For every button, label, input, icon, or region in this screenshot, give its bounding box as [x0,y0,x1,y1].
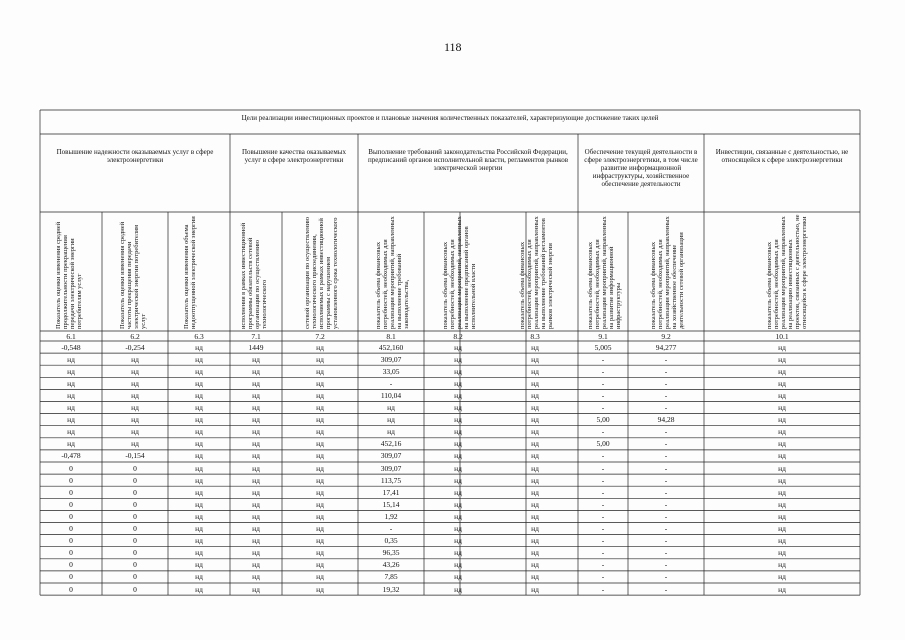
group-header: Обеспечение текущей деятельности в сфере электроэнергетики, в том числе развитие информационной инфраструктуры, хозяйственное обеспечение деятельности [584,148,698,188]
table-cell: -0,254 [125,342,145,352]
table-cell: 0 [69,475,73,485]
table-cell: - [389,524,393,533]
table-cell: - [664,475,668,485]
table-cell: 0 [69,524,73,533]
table-cell: нд [454,354,462,364]
table-cell: нд [67,427,75,437]
table-cell: 309,07 [380,463,402,473]
table-cell: нд [131,378,139,388]
table-cell: - [664,499,668,509]
table-cell: нд [252,572,260,582]
table-cell: 0 [133,524,137,533]
table-cell: нд [778,390,786,400]
table-title: Цели реализации инвестиционных проектов и плановые значения количественных показателей, характеризующие достижение таких целей [241,114,659,122]
table-cell: нд [454,572,462,582]
table-cell: 0 [133,560,137,570]
table-cell: нд [195,354,203,364]
column-number: 9.2 [661,332,671,341]
table-cell: нд [195,390,203,400]
table-cell: нд [778,451,786,461]
table-cell: 0 [69,560,73,570]
table-cell: нд [454,499,462,509]
table-cell: нд [316,511,324,521]
table-cell: нд [454,390,462,400]
column-number: 7.1 [251,332,261,341]
table-cell: нд [316,415,324,425]
table-cell: нд [531,548,539,558]
table-cell: нд [316,451,324,461]
table-cell: нд [195,524,203,533]
group-header: Повышение надежности оказываемых услуг в сфере электроэнергетики [56,148,214,164]
table-cell: нд [195,378,203,388]
table-cell: нд [316,499,324,509]
table-cell: нд [67,415,75,425]
table-cell: нд [531,487,539,497]
table-cell: нд [316,427,324,437]
table-cell: 0 [69,536,73,546]
table-cell: нд [316,378,324,388]
table-cell: - [664,560,668,570]
table-cell: 0,35 [384,536,398,546]
table-cell: - [601,487,605,497]
table-cell: нд [195,560,203,570]
table-cell: - [601,378,605,388]
table-cell: нд [531,560,539,570]
table-cell: нд [316,366,324,376]
table-cell: нд [316,354,324,364]
table-cell: нд [316,548,324,558]
table-cell: нд [67,378,75,388]
table-cell: нд [454,342,462,352]
table-cell: - [601,390,605,400]
table-cell: 113,75 [380,475,402,485]
table-cell: нд [252,524,260,533]
table-cell: нд [778,524,786,533]
table-cell: - [601,463,605,473]
table-cell: 0 [133,475,137,485]
table-cell: нд [195,463,203,473]
table-cell: нд [778,475,786,485]
table-cell: нд [531,463,539,473]
group-header: Инвестиции, связанные с деятельностью, не относящейся к сфере электроэнергетики [715,148,849,164]
table-cell: 0 [133,572,137,582]
table-cell: 452,16 [380,439,402,449]
table-cell: -0,548 [61,342,81,352]
table-cell: - [664,524,668,533]
table-cell: нд [316,390,324,400]
table-cell: нд [778,499,786,509]
table-cell: нд [252,560,260,570]
column-header: Показатель оценки изменения объема недоотпущенной электрической энергии [183,216,197,329]
table-cell: нд [531,475,539,485]
table-cell: нд [531,572,539,582]
table-cell: нд [67,439,75,449]
table-cell: нд [454,378,462,388]
table-cell: нд [316,584,324,594]
table-cell: нд [316,487,324,497]
table-cell: 0 [69,584,73,594]
table-cell: нд [252,427,260,437]
table-cell: - [601,451,605,461]
table-cell: 1,92 [384,511,398,521]
table-cell: - [601,475,605,485]
table-cell: нд [195,536,203,546]
group-header: Выполнение требований законодательства Российской Федерации, предписаний органов исполнительной власти, регламентов рынков электрической энергии [367,148,569,172]
table-cell: нд [195,475,203,485]
table-cell: нд [454,439,462,449]
table-cell: нд [67,390,75,400]
column-header: исполнения в рамках инвестиционной программы обязательств сетевой организации по осуществлению технологического [240,222,268,329]
table-cell: - [601,572,605,582]
table-cell: нд [131,390,139,400]
table-cell: 0 [133,499,137,509]
table-cell: нд [252,499,260,509]
table-cell: нд [316,572,324,582]
table-cell: нд [131,415,139,425]
table-cell: нд [131,439,139,449]
table-cell: нд [454,511,462,521]
table-cell: нд [252,475,260,485]
table-cell: нд [131,354,139,364]
table-cell: 0 [133,487,137,497]
table-cell: - [664,366,668,376]
table-cell: нд [778,378,786,388]
table-cell: нд [252,511,260,521]
table-cell: 0 [69,548,73,558]
table-cell: нд [252,390,260,400]
table-cell: нд [454,524,462,533]
table-cell: нд [454,584,462,594]
column-number: 6.3 [194,332,204,341]
table-cell: нд [778,572,786,582]
table-cell: - [664,548,668,558]
table-cell: нд [316,560,324,570]
table-cell: нд [531,427,539,437]
table-cell: нд [454,403,462,412]
table-cell: нд [454,427,462,437]
table-cell: -0,478 [61,451,81,461]
table-cell: - [601,536,605,546]
table-cell: нд [316,463,324,473]
table-cell: - [664,451,668,461]
table-cell: нд [531,439,539,449]
table-cell: нд [454,548,462,558]
table-cell: нд [195,451,203,461]
table-cell: нд [195,499,203,509]
table-cell: - [601,584,605,594]
table-cell: - [664,439,668,449]
table-cell: нд [316,524,324,533]
column-number: 8.3 [530,332,540,341]
table-cell: - [664,403,668,412]
table-cell: нд [131,366,139,376]
table-cell: 110,04 [380,390,402,400]
table-cell: нд [454,536,462,546]
table-cell: нд [195,511,203,521]
table-cell: нд [195,439,203,449]
column-header: показатель объема финансовых потребностей, необходимых для реализации мероприятий, направленных на выполнение требований законодательства, [375,216,410,329]
table-cell: нд [252,403,260,412]
column-header: показатель объема финансовых потребностей, необходимых для реализации мероприятий, направленных на выполнение требований регламентов рынков электрической энергии [519,216,554,329]
table-cell: нд [454,451,462,461]
table-cell: 0 [69,511,73,521]
table-cell: - [664,390,668,400]
table-cell: нд [195,427,203,437]
table-cell: 0 [133,584,137,594]
table-cell: - [664,463,668,473]
table-cell: 5,00 [596,439,610,449]
table-cell: нд [195,403,203,412]
table-cell: - [601,403,605,412]
table-cell: - [664,584,668,594]
table-cell: нд [316,342,324,352]
table-cell: 5,00 [596,415,610,425]
table-cell: - [664,487,668,497]
column-header: показатель объема финансовых потребностей, необходимых для реализации мероприятий, направленных на развитие информационной инфраструктуры [587,216,622,329]
table-cell: нд [252,536,260,546]
table-cell: нд [67,366,75,376]
table-cell: 0 [69,487,73,497]
table-cell: нд [778,439,786,449]
table-cell: нд [387,403,395,412]
table-cell: нд [778,511,786,521]
table-cell: нд [531,378,539,388]
table-cell: нд [531,354,539,364]
table-cell: 0 [133,511,137,521]
column-header: показатель объема финансовых потребностей, необходимых для реализации мероприятий, направленных на выполнение предписаний органов исполнительной власти [442,216,477,329]
table-cell: нд [531,499,539,509]
table-cell: нд [195,415,203,425]
table-cell: 0 [69,499,73,509]
table-cell: нд [778,487,786,497]
table-cell: нд [778,548,786,558]
table-cell: 33,05 [382,366,400,376]
column-header: показатель объема финансовых потребностей, необходимых для реализации мероприятий, направленных на хозяйственное обеспечение деятельности сетевой организации [650,216,685,329]
table-cell: - [601,499,605,509]
table-cell: нд [454,560,462,570]
table-cell: - [601,354,605,364]
table-cell: нд [316,475,324,485]
table-cell: нд [252,366,260,376]
table-cell: нд [454,463,462,473]
table-cell: 5,005 [594,342,612,352]
table-cell: - [389,378,393,388]
table-cell: нд [252,487,260,497]
table-cell: 0 [133,548,137,558]
column-header: Показатель оценки изменения средней продолжительности прекращения передачи электрической энергии потребителям услуг [55,221,83,329]
column-number: 8.2 [453,332,463,341]
table-cell: нд [531,366,539,376]
column-number: 7.2 [315,332,325,341]
table-cell: нд [778,366,786,376]
table-cell: нд [531,584,539,594]
column-number: 8.1 [386,332,396,341]
column-number: 6.2 [130,332,140,341]
table-cell: нд [195,548,203,558]
table-cell: нд [531,415,539,425]
table-cell: нд [252,439,260,449]
table-cell: нд [531,536,539,546]
table-cell: нд [454,475,462,485]
table-cell: нд [531,342,539,352]
table-cell: нд [252,354,260,364]
table-cell: нд [531,524,539,533]
table-cell: 452,160 [378,342,404,352]
column-number: 10.1 [775,332,789,341]
table-cell: нд [252,415,260,425]
table-cell: 17,41 [382,487,400,497]
table-cell: - [664,378,668,388]
table-cell: нд [316,536,324,546]
table-cell: 43,26 [382,560,400,570]
table-cell: нд [454,415,462,425]
table-cell: нд [131,403,139,412]
table-cell: нд [252,378,260,388]
table-cell: нд [531,403,539,412]
group-header: Повышение качества оказываемых услуг в сфере электроэнергетики [242,148,346,164]
table-cell: 7,85 [384,572,398,582]
table-cell: 0 [69,463,73,473]
table-cell: нд [778,560,786,570]
table-cell: нд [387,415,395,425]
table-cell: - [601,427,605,437]
column-number: 6.1 [66,332,76,341]
table-cell: - [664,427,668,437]
table-cell: нд [316,403,324,412]
table-cell: - [664,354,668,364]
table-cell: нд [778,403,786,412]
table-cell: нд [531,390,539,400]
table-cell: нд [252,584,260,594]
table-cell: нд [778,536,786,546]
table-cell: нд [531,451,539,461]
table-cell: - [601,366,605,376]
table-cell: нд [195,342,203,352]
table-cell: 19,32 [382,584,400,594]
table-cell: 94,28 [657,415,675,425]
table-cell: нд [778,415,786,425]
table-cell: нд [195,572,203,582]
table-cell: нд [195,366,203,376]
column-header: сетевой организации по осуществлению технологического присоединения, исполняемых в рамках инвестиционной программы с нарушением установленного срока технологического [304,217,339,329]
table-cell: нд [454,366,462,376]
table-cell: 1449 [248,342,264,352]
table-cell: нд [252,451,260,461]
table-cell: - [664,572,668,582]
table-cell: 0 [133,463,137,473]
investment-table [40,110,860,610]
table-cell: - [601,524,605,533]
table-cell: 94,277 [655,342,677,352]
table-cell: нд [778,584,786,594]
table-cell: нд [195,487,203,497]
table-cell: нд [454,487,462,497]
table-cell: -0,154 [125,451,145,461]
table-cell: - [664,536,668,546]
column-header: Показатель оценки изменения средней частоты прекращения передачи электрической энергии потребителям услуг [119,221,147,329]
table-cell: нд [67,403,75,412]
table-cell: нд [778,342,786,352]
table-cell: 309,07 [380,354,402,364]
table-cell: - [601,560,605,570]
table-cell: нд [252,548,260,558]
table-cell: нд [778,354,786,364]
table-cell: нд [778,463,786,473]
table-cell: 15,14 [382,499,400,509]
table-cell: 0 [133,536,137,546]
table-cell: нд [252,463,260,473]
column-header: показатель объема финансовых потребностей, необходимых для реализации мероприятий, направленных на реализацию инвестиционных проектов, связанных с деятельностью, не относящейся к сфере электроэнергетики [766,214,808,329]
table-cell: - [601,548,605,558]
column-number: 9.1 [598,332,608,341]
table-cell: 96,35 [382,548,400,558]
table-cell: - [664,511,668,521]
table-cell: нд [778,427,786,437]
table-cell: нд [316,439,324,449]
table-cell: 0 [69,572,73,582]
table-cell: нд [531,511,539,521]
table-cell: нд [67,354,75,364]
table-cell: нд [131,427,139,437]
table-cell: 309,07 [380,451,402,461]
table-cell: - [601,511,605,521]
table-cell: нд [195,584,203,594]
page-number: 118 [444,40,462,54]
table-cell: нд [387,427,395,437]
